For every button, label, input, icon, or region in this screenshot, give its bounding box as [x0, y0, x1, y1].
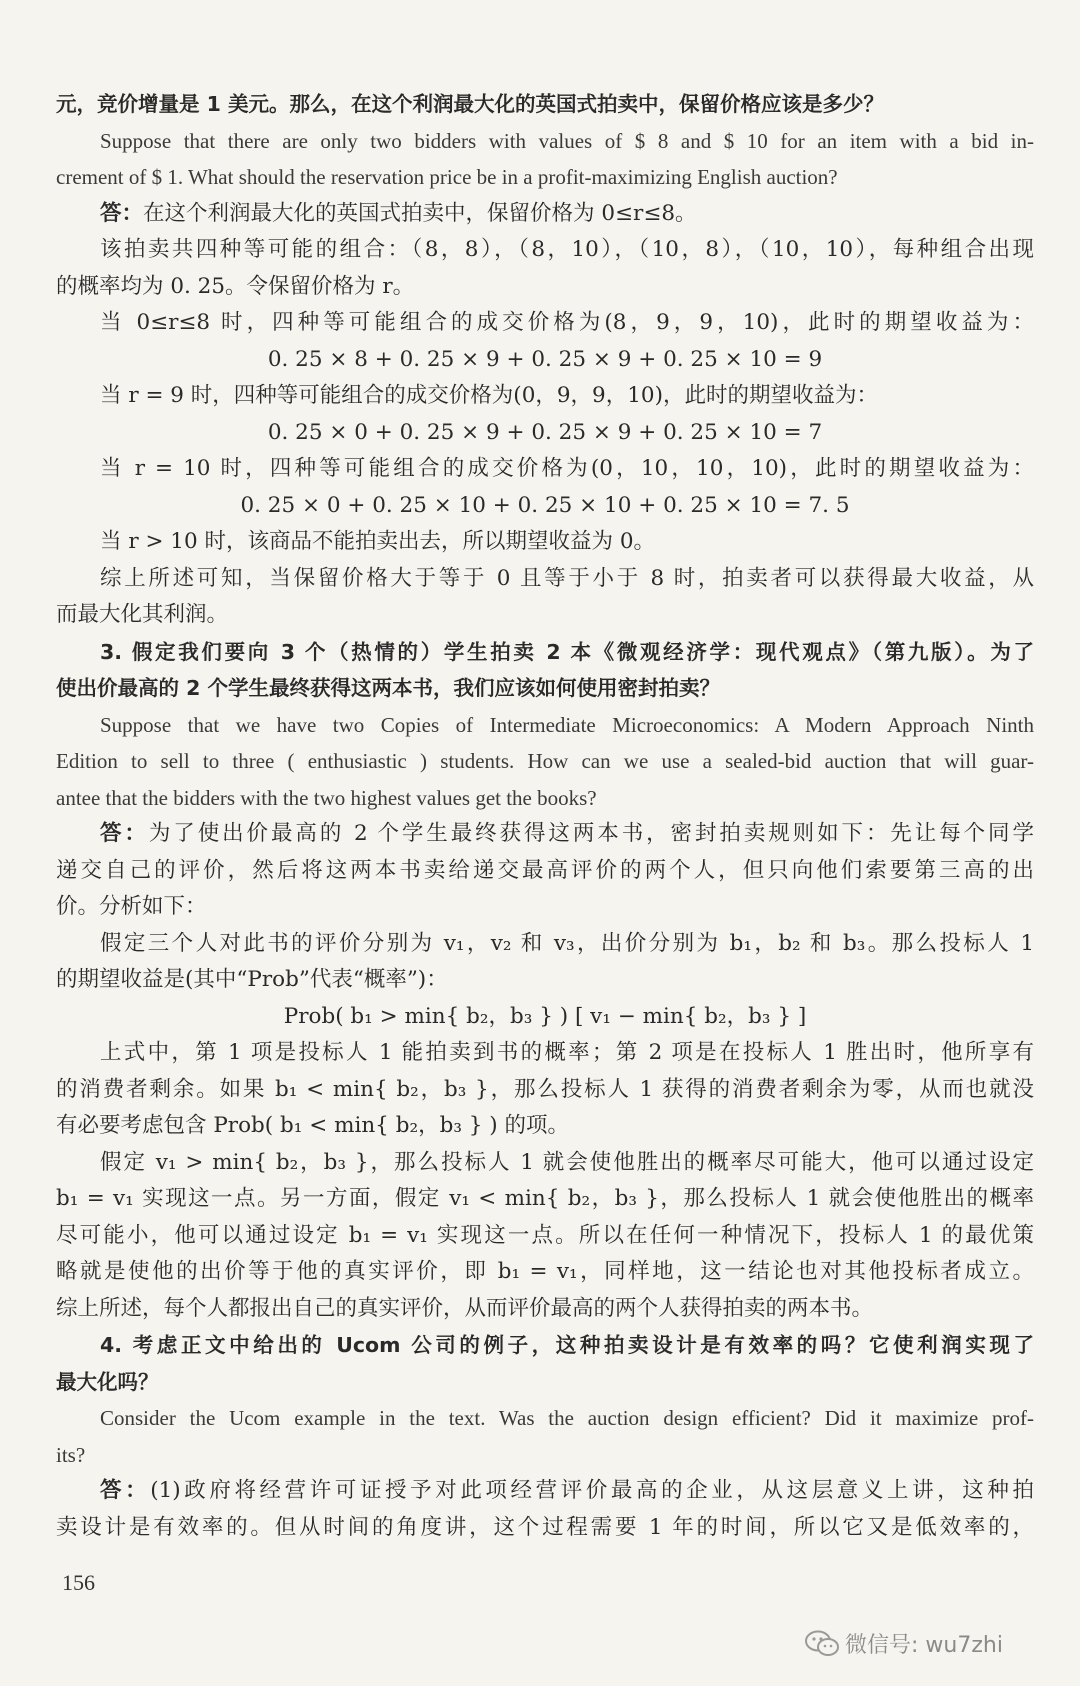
line-text: Edition to sell to three ( enthusiastic ) students. How can we use a sealed-bid auction that will guar- — [56, 749, 1034, 773]
line-text: 0. 25 × 8 + 0. 25 × 9 + 0. 25 × 9 + 0. 25 × 10 = 9 — [267, 346, 823, 372]
line-text: 略就是使他的出价等于他的真实评价，即 b₁ = v₁，同样地，这一结论也对其他投标者成立。 — [56, 1259, 1034, 1284]
text-line — [56, 1510, 1034, 1547]
line-text: its? — [56, 1442, 86, 1467]
text-line — [56, 1218, 1034, 1255]
text-line — [56, 342, 1034, 379]
line-text: Suppose that we have two Copies of Intermediate Microeconomics: A Modern Approach Ninth — [100, 712, 1034, 737]
line-text: 递交自己的评价，然后将这两本书卖给递交最高评价的两个人，但只向他们索要第三高的出 — [56, 857, 1034, 883]
line-text: 该拍卖共四种等可能的组合：（8，8），（8，10），（10，8），（10，10），每种组合出现 — [100, 237, 1034, 262]
text-line — [56, 378, 1034, 415]
text-line — [56, 962, 1034, 999]
line-text: 为了使出价最高的 2 个学生最终获得这两本书，密封拍卖规则如下：先让每个同学 — [148, 821, 1034, 846]
answer-label: 答： — [100, 200, 144, 226]
wechat-logo-icon — [805, 1630, 839, 1658]
line-text: crement of $ 1. What should the reservation price be in a profit-maximizing English auction? — [56, 165, 838, 189]
line-text: 尽可能小，他可以通过设定 b₁ = v₁ 实现这一点。所以在任何一种情况下，投标人 1 的最优策 — [56, 1222, 1034, 1248]
text-line — [56, 1437, 1034, 1474]
text-line — [56, 415, 1034, 452]
text-line — [56, 1145, 1034, 1182]
answer-label: 答： — [100, 1478, 151, 1503]
text-line — [56, 634, 1034, 671]
line-text: 当 r > 10 时，该商品不能拍卖出去，所以期望收益为 0。 — [100, 529, 656, 554]
line-text: 在这个利润最大化的英国式拍卖中，保留价格为 0≤r≤8。 — [143, 200, 697, 226]
wechat-label: 微信号: wu7zhi — [845, 1633, 1003, 1658]
line-text: 上式中，第 1 项是投标人 1 能拍卖到书的概率；第 2 项是在投标人 1 胜出时，他所享有 — [100, 1040, 1034, 1065]
text-line — [56, 561, 1034, 598]
line-text: 综上所述可知，当保留价格大于等于 0 且等于小于 8 时，拍卖者可以获得最大收益，从 — [100, 565, 1034, 591]
line-text: 的消费者剩余。如果 b₁ < min{ b₂，b₃ }，那么投标人 1 获得的消费者剩余为零，从而也就没 — [56, 1076, 1034, 1102]
text-line — [56, 597, 1034, 634]
line-text: Consider the Ucom example in the text. Was the auction design efficient? Did it maximize prof- — [100, 1406, 1034, 1430]
text-line — [56, 707, 1034, 744]
line-text: 而最大化其利润。 — [56, 602, 229, 627]
text-line — [56, 305, 1034, 342]
text-line — [56, 196, 1034, 233]
text-line — [56, 159, 1034, 196]
line-text: 当 r = 10 时，四种等可能组合的成交价格为(0，10，10，10)，此时的期望收益为： — [100, 456, 1034, 481]
text-line — [56, 232, 1034, 269]
answer-label: 答： — [100, 821, 149, 846]
line-text: 4. 考虑正文中给出的 Ucom 公司的例子，这种拍卖设计是有效率的吗？它使利润实现了 — [100, 1333, 1034, 1357]
text-line — [56, 123, 1034, 160]
text-line — [56, 1291, 1034, 1328]
line-text: Suppose that there are only two bidders with values of $ 8 and $ 10 for an item with a bid in- — [100, 128, 1034, 153]
line-text: 假定 v₁ > min{ b₂，b₃ }，那么投标人 1 就会使他胜出的概率尽可能大，他可以通过设定 — [100, 1149, 1034, 1175]
text-line — [56, 269, 1034, 306]
line-text: 0. 25 × 0 + 0. 25 × 10 + 0. 25 × 10 + 0. 25 × 10 = 7. 5 — [240, 492, 850, 518]
text-line — [56, 524, 1034, 561]
line-text: 综上所述，每个人都报出自己的真实评价，从而评价最高的两个人获得拍卖的两本书。 — [56, 1295, 874, 1321]
text-line — [56, 488, 1034, 525]
line-text: Prob( b₁ > min{ b₂，b₃ } ) [ v₁ − min{ b₂，b₃ } ] — [283, 1003, 807, 1029]
text-line — [56, 86, 1034, 123]
line-text: 当 r = 9 时，四种等可能组合的成交价格为(0，9，9，10)，此时的期望收益为： — [100, 383, 878, 408]
text-line — [56, 889, 1034, 926]
line-text: 使出价最高的 2 个学生最终获得这两本书，我们应该如何使用密封拍卖？ — [56, 676, 721, 700]
text-line — [56, 1035, 1034, 1072]
text-line — [56, 926, 1034, 963]
line-text: 卖设计是有效率的。但从时间的角度讲，这个过程需要 1 年的时间，所以它又是低效率的， — [56, 1514, 1034, 1540]
line-text: antee that the bidders with the two highest values get the books? — [56, 785, 597, 810]
line-text: (1)政府将经营许可证授予对此项经营评价最高的企业，从这层意义上讲，这种拍 — [150, 1478, 1034, 1503]
text-line — [56, 743, 1034, 780]
text-line — [56, 670, 1034, 707]
text-line — [56, 451, 1034, 488]
body-text — [56, 86, 1034, 1546]
line-text: 3. 假定我们要向 3 个（热情的）学生拍卖 2 本《微观经济学：现代观点》（第九版）。为了 — [100, 639, 1034, 664]
text-line — [56, 999, 1034, 1036]
line-text: 元，竞价增量是 1 美元。那么，在这个利润最大化的英国式拍卖中，保留价格应该是多少？ — [56, 92, 885, 116]
text-line — [56, 1181, 1034, 1218]
text-line — [56, 1364, 1034, 1401]
line-text: 0. 25 × 0 + 0. 25 × 9 + 0. 25 × 9 + 0. 25 × 10 = 7 — [267, 419, 823, 445]
line-text: 当 0≤r≤8 时，四种等可能组合的成交价格为(8，9，9，10)，此时的期望收益为： — [100, 310, 1034, 335]
wechat-watermark — [805, 1628, 1003, 1659]
text-line — [56, 853, 1034, 890]
text-line — [56, 1327, 1034, 1364]
line-text: 价。分析如下： — [56, 894, 207, 919]
line-text: 最大化吗？ — [56, 1369, 159, 1394]
text-line — [56, 1108, 1034, 1145]
text-line — [56, 1400, 1034, 1437]
line-text: 假定三个人对此书的评价分别为 v₁，v₂ 和 v₃，出价分别为 b₁，b₂ 和 b₃。那么投标人 1 — [100, 930, 1034, 956]
line-text: 有必要考虑包含 Prob( b₁ < min{ b₂，b₃ } ) 的项。 — [56, 1113, 570, 1138]
line-text: b₁ = v₁ 实现这一点。另一方面，假定 v₁ < min{ b₂，b₃ }，那么投标人 1 就会使他胜出的概率 — [56, 1186, 1034, 1211]
text-line — [56, 816, 1034, 853]
line-text: 的期望收益是(其中“Prob”代表“概率”)： — [56, 967, 448, 992]
text-line — [56, 1254, 1034, 1291]
page-number: 156 — [62, 1570, 95, 1595]
text-line — [56, 1473, 1034, 1510]
text-line — [56, 1072, 1034, 1109]
line-text: 的概率均为 0. 25。令保留价格为 r。 — [56, 273, 415, 299]
text-line — [56, 780, 1034, 817]
